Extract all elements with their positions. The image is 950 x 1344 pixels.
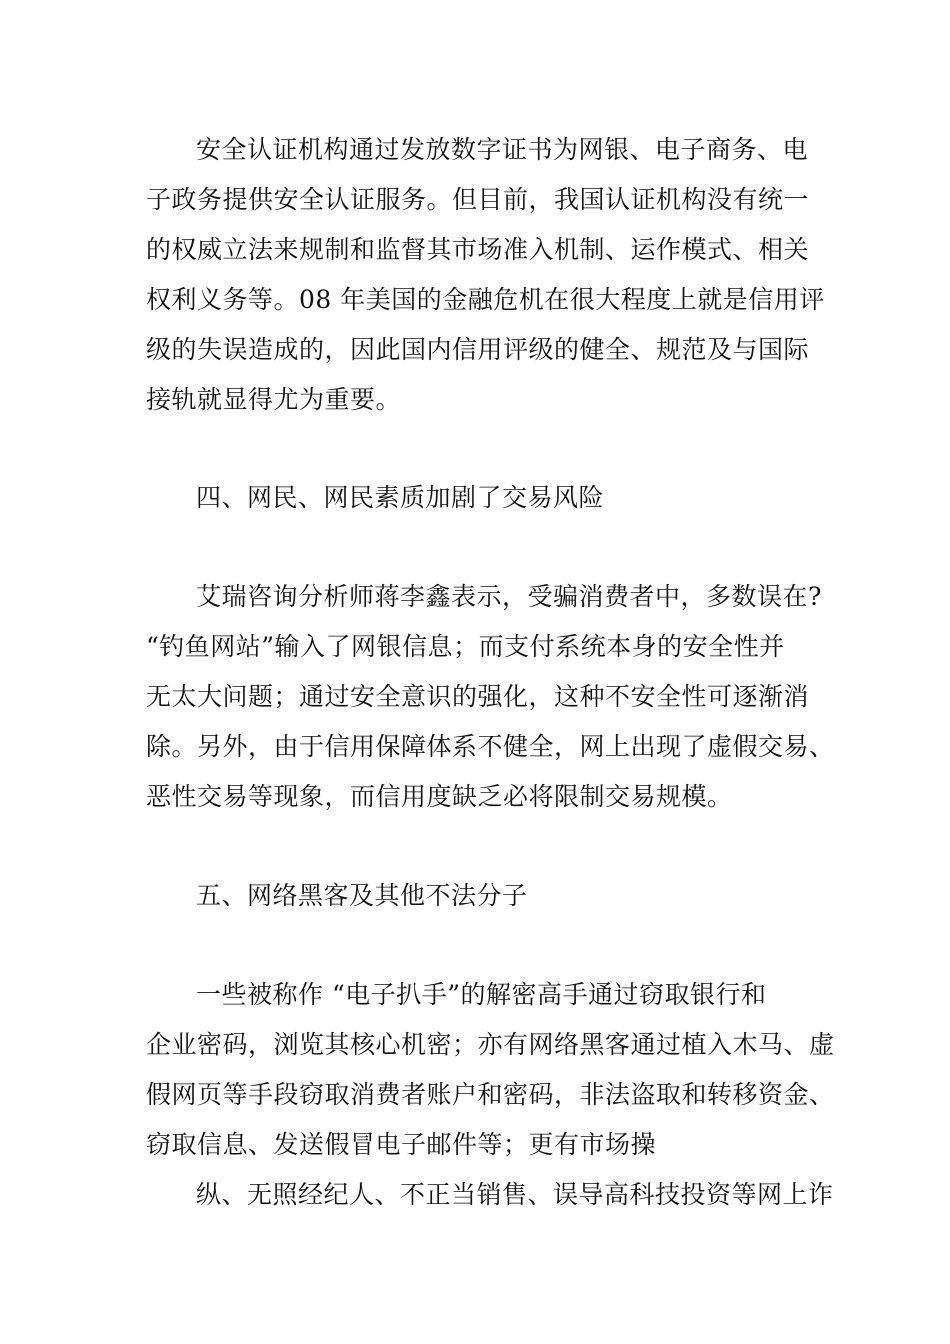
paragraph-line: 接轨就显得尤为重要。 (146, 385, 402, 414)
paragraph-line: 安全认证机构通过发放数字证书为网银、电子商务、电 (196, 135, 809, 164)
paragraph-line: 子政务提供安全认证服务。但目前，我国认证机构没有统一 (146, 185, 810, 214)
section-heading: 四、网民、网民素质加剧了交易风险 (196, 483, 605, 512)
paragraph-line: “钓鱼网站”输入了网银信息；而支付系统本身的安全性并 (146, 632, 785, 661)
paragraph-line: 艾瑞咨询分析师蒋李鑫表示，受骗消费者中，多数误在? (196, 582, 822, 611)
paragraph-line: 假网页等手段窃取消费者账户和密码，非法盗取和转移资金、 (146, 1080, 835, 1109)
paragraph-line: 的权威立法来规制和监督其市场准入机制、运作模式、相关 (146, 235, 810, 264)
paragraph-line: 级的失误造成的，因此国内信用评级的健全、规范及与国际 (146, 335, 810, 364)
section-heading: 五、网络黑客及其他不法分子 (196, 881, 528, 910)
paragraph-line: 企业密码，浏览其核心机密；亦有网络黑客通过植入木马、虚 (146, 1030, 835, 1059)
paragraph-line: 无太大问题；通过安全意识的强化，这种不安全性可逐渐消 (146, 682, 810, 711)
paragraph-line: 一些被称作 “电子扒手”的解密高手通过窃取银行和 (196, 980, 767, 1009)
paragraph-line: 纵、无照经纪人、不正当销售、误导高科技投资等网上诈 (196, 1180, 834, 1209)
paragraph-line: 恶性交易等现象，而信用度缺乏必将限制交易规模。 (146, 782, 733, 811)
paragraph-line: 权利义务等。08 年美国的金融危机在很大程度上就是信用评 (146, 285, 825, 314)
paragraph-line: 除。另外，由于信用保障体系不健全，网上出现了虚假交易、 (146, 732, 835, 761)
paragraph-line: 窃取信息、发送假冒电子邮件等；更有市场操 (146, 1130, 657, 1159)
